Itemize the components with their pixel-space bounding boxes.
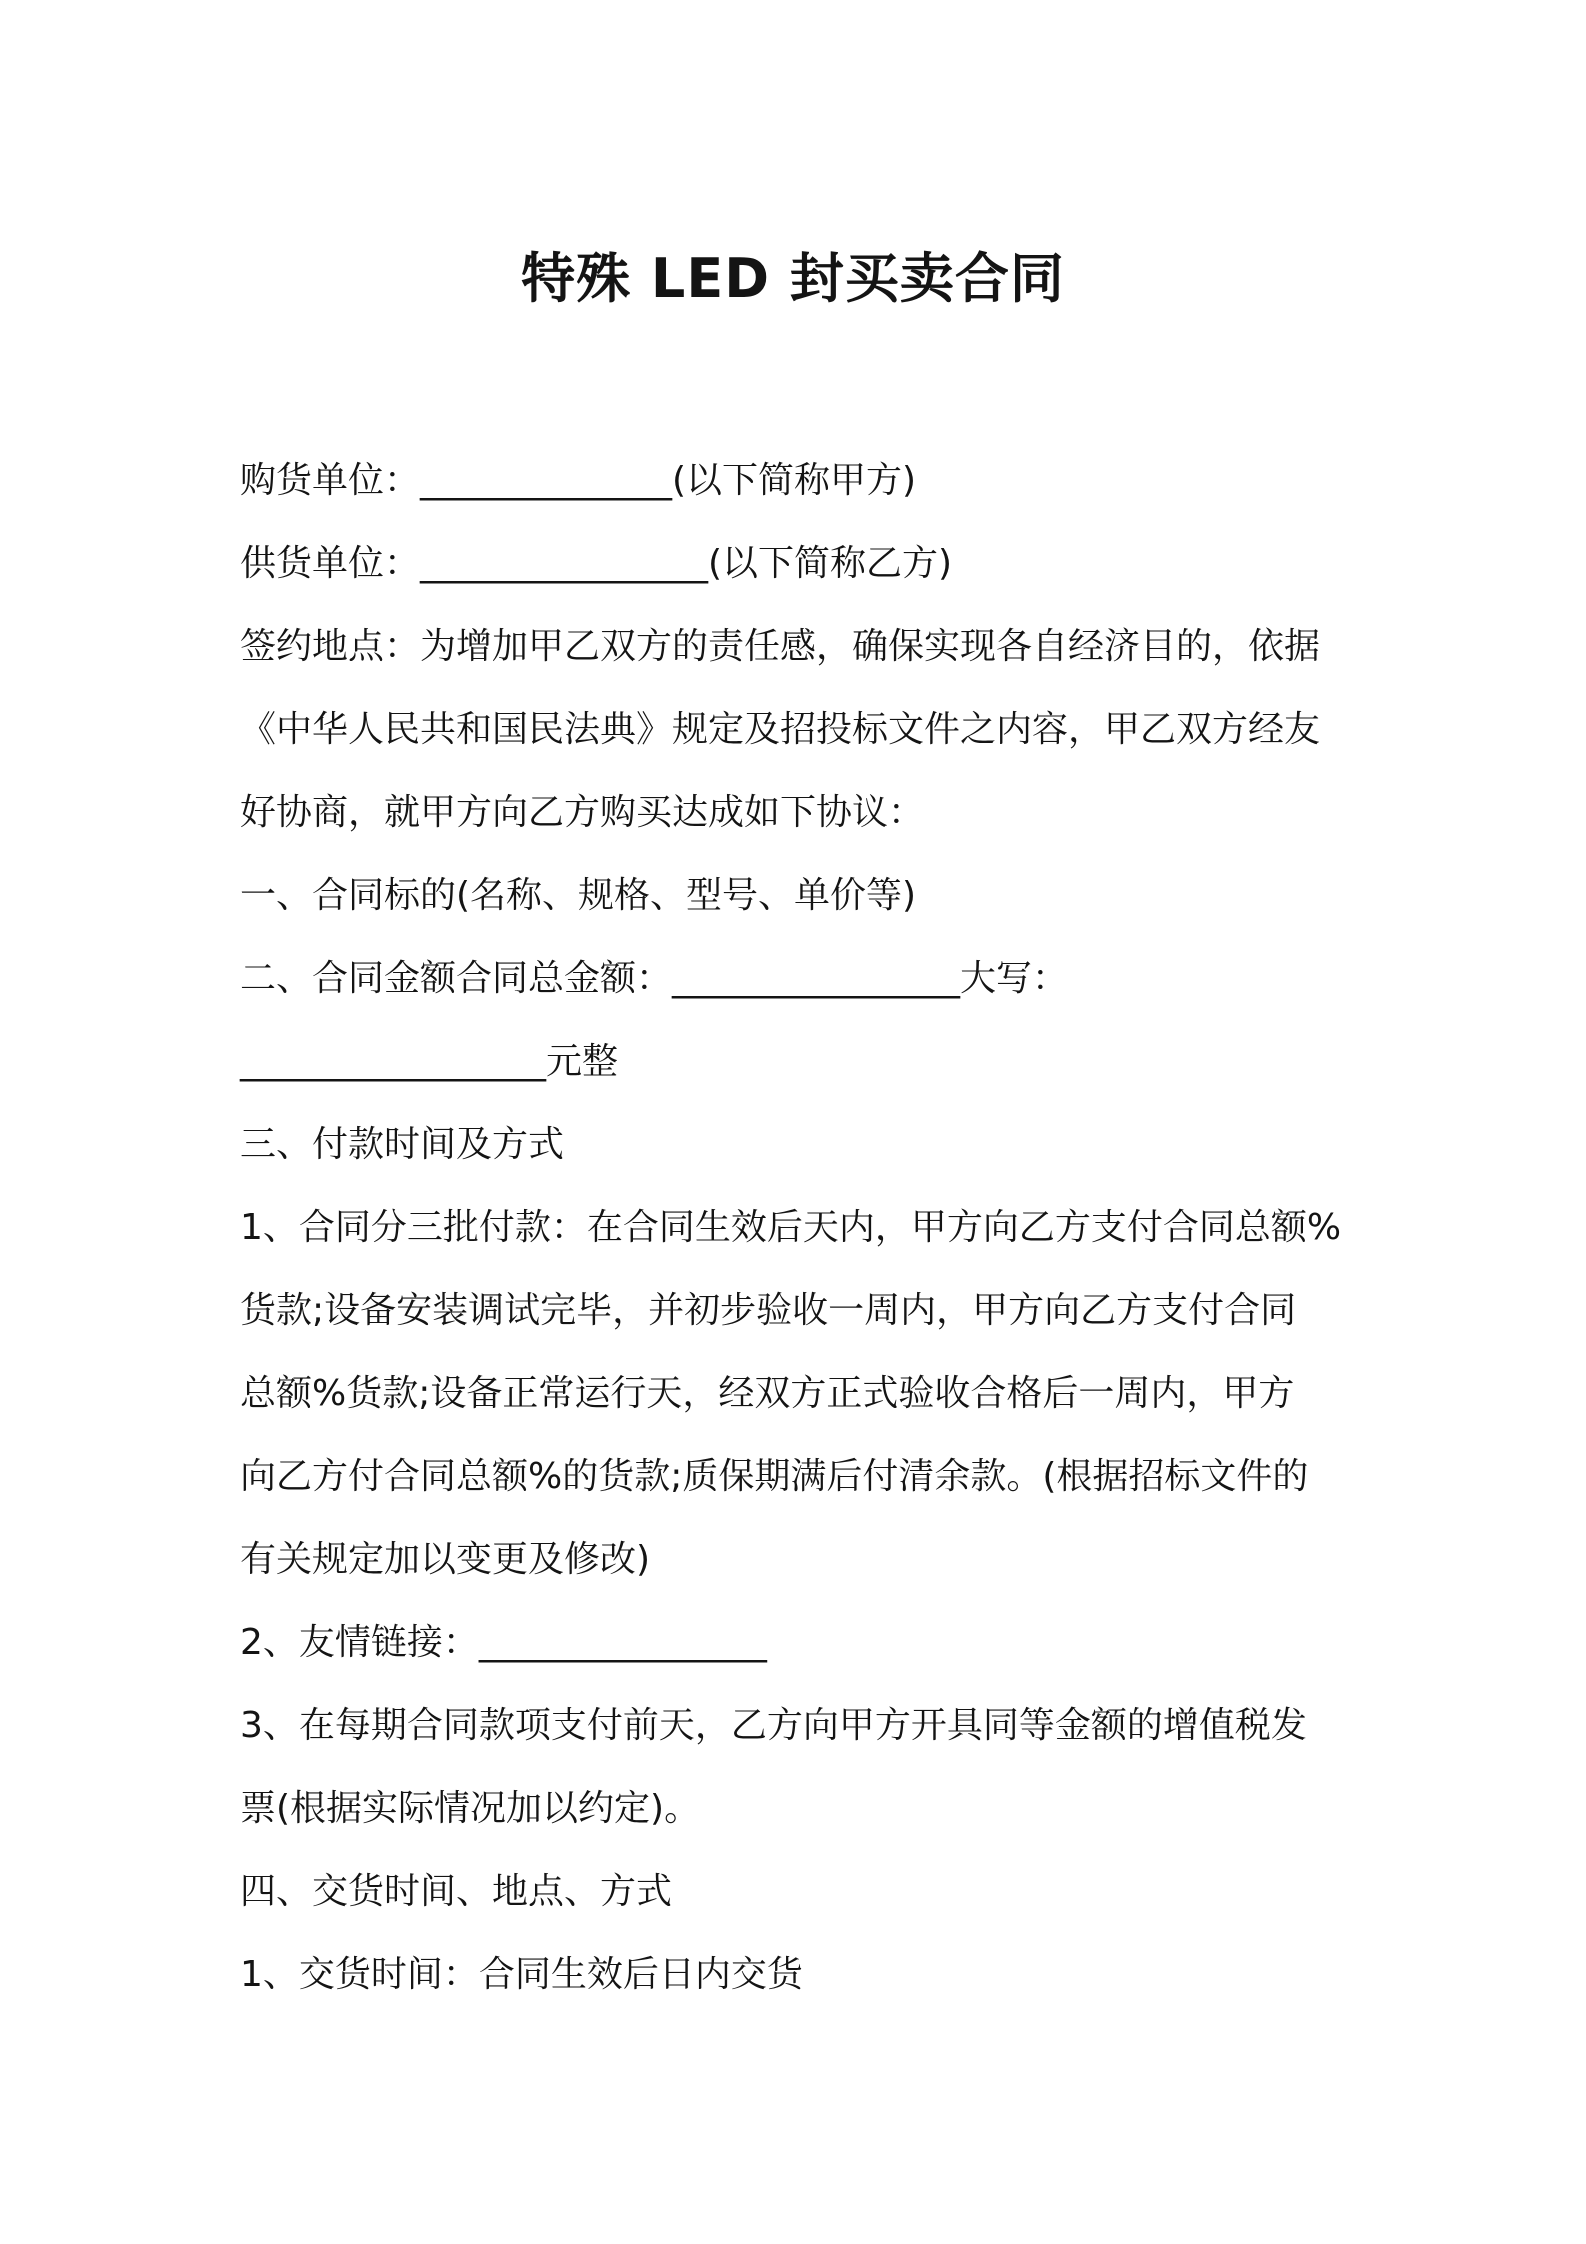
buyer-line: 购货单位：______________(以下简称甲方) bbox=[240, 460, 917, 501]
payment-clause-line: 1、合同分三批付款：在合同生效后天内，甲方向乙方支付合同总额% bbox=[240, 1207, 1342, 1248]
invoice-clause-line: 票(根据实际情况加以约定)。 bbox=[240, 1788, 701, 1829]
document-body bbox=[240, 439, 1358, 2016]
section-heading-delivery: 四、交货时间、地点、方式 bbox=[240, 1871, 673, 1912]
document-title: 特殊 LED 封买卖合同 bbox=[521, 247, 1065, 310]
payment-clause-line: 总额%货款;设备正常运行天，经双方正式验收合格后一周内，甲方 bbox=[240, 1373, 1295, 1414]
paragraph-line: 好协商，就甲方向乙方购买达成如下协议： bbox=[240, 792, 925, 833]
section-heading-amount: 二、合同金额合同总金额：________________大写： bbox=[240, 958, 1069, 999]
payment-clause-line: 货款;设备安装调试完毕，并初步验收一周内，甲方向乙方支付合同 bbox=[240, 1290, 1297, 1331]
payment-clause-line: 向乙方付合同总额%的货款;质保期满后付清余款。(根据招标文件的 bbox=[240, 1456, 1309, 1497]
amount-words-line: _________________元整 bbox=[240, 1041, 619, 1082]
signing-place-line: 签约地点：为增加甲乙双方的责任感，确保实现各自经济目的，依据 bbox=[240, 626, 1321, 667]
supplier-line: 供货单位：________________(以下简称乙方) bbox=[240, 543, 953, 584]
payment-clause-line: 有关规定加以变更及修改) bbox=[240, 1539, 651, 1580]
section-heading-subject: 一、合同标的(名称、规格、型号、单价等) bbox=[240, 875, 917, 916]
section-heading-payment: 三、付款时间及方式 bbox=[240, 1124, 565, 1165]
friendly-link-line: 2、友情链接：________________ bbox=[240, 1622, 767, 1663]
delivery-time-line: 1、交货时间：合同生效后日内交货 bbox=[240, 1954, 803, 1995]
invoice-clause-line: 3、在每期合同款项支付前天，乙方向甲方开具同等金额的增值税发 bbox=[240, 1705, 1307, 1746]
paragraph-line: 《中华人民共和国民法典》规定及招投标文件之内容，甲乙双方经友 bbox=[240, 709, 1321, 750]
